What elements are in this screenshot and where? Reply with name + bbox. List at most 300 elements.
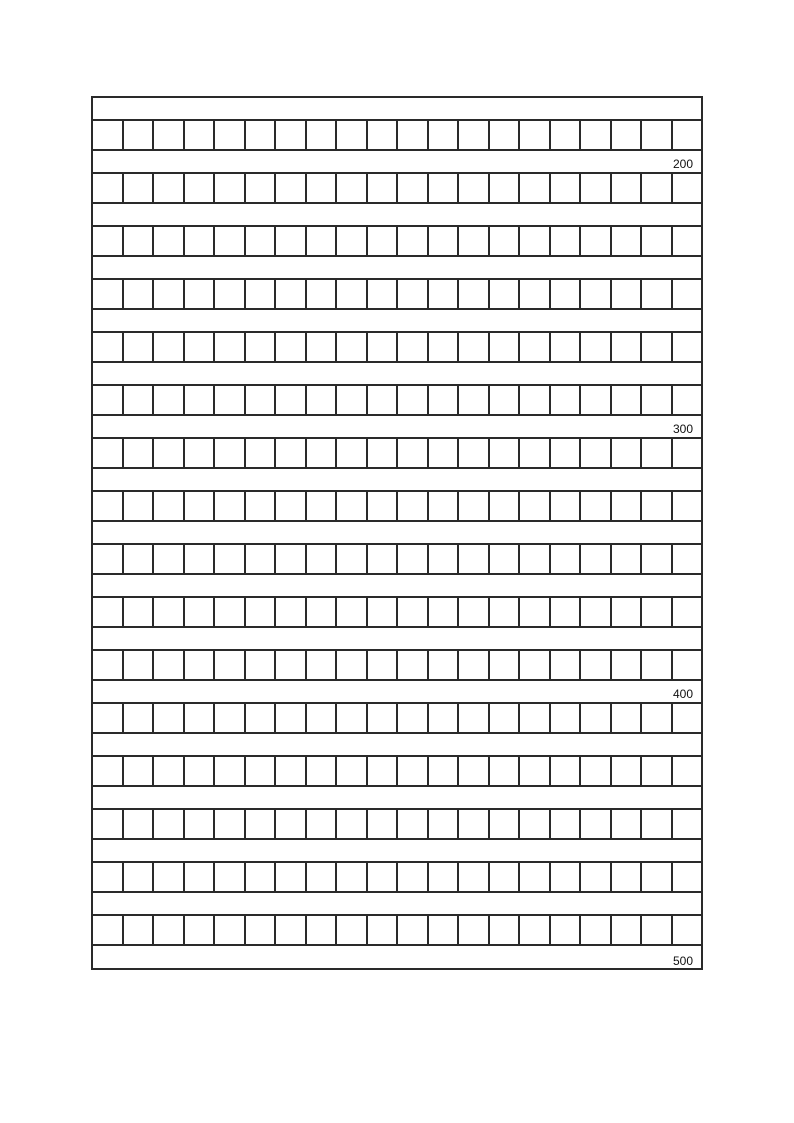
writing-cell[interactable] <box>307 227 338 255</box>
writing-cell[interactable] <box>429 333 460 361</box>
writing-cell[interactable] <box>398 810 429 838</box>
writing-cell[interactable] <box>307 333 338 361</box>
writing-cell[interactable] <box>490 121 521 149</box>
writing-cell[interactable] <box>337 863 368 891</box>
writing-cell[interactable] <box>215 651 246 679</box>
writing-cell[interactable] <box>154 704 185 732</box>
writing-cell[interactable] <box>215 863 246 891</box>
writing-cell[interactable] <box>276 280 307 308</box>
writing-cell[interactable] <box>93 545 124 573</box>
writing-cell[interactable] <box>124 810 155 838</box>
writing-cell[interactable] <box>307 863 338 891</box>
writing-cell[interactable] <box>93 333 124 361</box>
writing-cell[interactable] <box>398 227 429 255</box>
writing-cell[interactable] <box>490 333 521 361</box>
writing-cell[interactable] <box>490 386 521 414</box>
writing-cell[interactable] <box>93 121 124 149</box>
writing-cell[interactable] <box>215 810 246 838</box>
writing-cell[interactable] <box>337 439 368 467</box>
writing-cell[interactable] <box>93 863 124 891</box>
writing-cell[interactable] <box>612 704 643 732</box>
writing-cell[interactable] <box>520 863 551 891</box>
writing-cell[interactable] <box>215 333 246 361</box>
writing-cell[interactable] <box>124 545 155 573</box>
writing-cell[interactable] <box>276 810 307 838</box>
writing-cell[interactable] <box>581 439 612 467</box>
writing-cell[interactable] <box>459 121 490 149</box>
writing-cell[interactable] <box>124 386 155 414</box>
writing-cell[interactable] <box>276 386 307 414</box>
writing-cell[interactable] <box>368 121 399 149</box>
writing-cell[interactable] <box>337 227 368 255</box>
writing-cell[interactable] <box>337 545 368 573</box>
writing-cell[interactable] <box>185 174 216 202</box>
writing-cell[interactable] <box>551 598 582 626</box>
writing-cell[interactable] <box>673 492 702 520</box>
writing-cell[interactable] <box>673 545 702 573</box>
writing-cell[interactable] <box>551 492 582 520</box>
writing-cell[interactable] <box>307 916 338 944</box>
writing-cell[interactable] <box>337 121 368 149</box>
writing-cell[interactable] <box>581 704 612 732</box>
writing-cell[interactable] <box>551 757 582 785</box>
writing-cell[interactable] <box>490 598 521 626</box>
writing-cell[interactable] <box>276 545 307 573</box>
writing-cell[interactable] <box>429 916 460 944</box>
writing-cell[interactable] <box>398 492 429 520</box>
writing-cell[interactable] <box>520 598 551 626</box>
writing-cell[interactable] <box>307 704 338 732</box>
writing-cell[interactable] <box>551 439 582 467</box>
writing-cell[interactable] <box>429 810 460 838</box>
writing-cell[interactable] <box>551 227 582 255</box>
writing-cell[interactable] <box>490 810 521 838</box>
writing-cell[interactable] <box>581 333 612 361</box>
writing-cell[interactable] <box>276 174 307 202</box>
writing-cell[interactable] <box>124 863 155 891</box>
writing-cell[interactable] <box>154 280 185 308</box>
writing-cell[interactable] <box>429 227 460 255</box>
writing-cell[interactable] <box>612 386 643 414</box>
writing-cell[interactable] <box>642 492 673 520</box>
writing-cell[interactable] <box>520 121 551 149</box>
writing-cell[interactable] <box>673 598 702 626</box>
writing-cell[interactable] <box>215 121 246 149</box>
writing-cell[interactable] <box>368 598 399 626</box>
writing-cell[interactable] <box>520 704 551 732</box>
writing-cell[interactable] <box>276 704 307 732</box>
writing-cell[interactable] <box>429 545 460 573</box>
writing-cell[interactable] <box>154 121 185 149</box>
writing-cell[interactable] <box>398 174 429 202</box>
writing-cell[interactable] <box>520 227 551 255</box>
writing-cell[interactable] <box>93 757 124 785</box>
writing-cell[interactable] <box>612 333 643 361</box>
writing-cell[interactable] <box>276 651 307 679</box>
writing-cell[interactable] <box>215 545 246 573</box>
writing-cell[interactable] <box>612 174 643 202</box>
writing-cell[interactable] <box>429 174 460 202</box>
writing-cell[interactable] <box>490 439 521 467</box>
writing-cell[interactable] <box>368 439 399 467</box>
writing-cell[interactable] <box>124 916 155 944</box>
writing-cell[interactable] <box>124 121 155 149</box>
writing-cell[interactable] <box>581 492 612 520</box>
writing-cell[interactable] <box>276 492 307 520</box>
writing-cell[interactable] <box>490 280 521 308</box>
writing-cell[interactable] <box>185 333 216 361</box>
writing-cell[interactable] <box>154 863 185 891</box>
writing-cell[interactable] <box>276 863 307 891</box>
writing-cell[interactable] <box>429 121 460 149</box>
writing-cell[interactable] <box>520 439 551 467</box>
writing-cell[interactable] <box>581 598 612 626</box>
writing-cell[interactable] <box>581 863 612 891</box>
writing-cell[interactable] <box>124 227 155 255</box>
writing-cell[interactable] <box>185 545 216 573</box>
writing-cell[interactable] <box>581 545 612 573</box>
writing-cell[interactable] <box>429 280 460 308</box>
writing-cell[interactable] <box>154 492 185 520</box>
writing-cell[interactable] <box>154 386 185 414</box>
writing-cell[interactable] <box>459 651 490 679</box>
writing-cell[interactable] <box>459 280 490 308</box>
writing-cell[interactable] <box>642 439 673 467</box>
writing-cell[interactable] <box>246 704 277 732</box>
writing-cell[interactable] <box>520 492 551 520</box>
writing-cell[interactable] <box>459 492 490 520</box>
writing-cell[interactable] <box>612 545 643 573</box>
writing-cell[interactable] <box>368 386 399 414</box>
writing-cell[interactable] <box>124 704 155 732</box>
writing-cell[interactable] <box>246 863 277 891</box>
writing-cell[interactable] <box>337 651 368 679</box>
writing-cell[interactable] <box>215 174 246 202</box>
writing-cell[interactable] <box>459 333 490 361</box>
writing-cell[interactable] <box>246 916 277 944</box>
writing-cell[interactable] <box>124 598 155 626</box>
writing-cell[interactable] <box>551 333 582 361</box>
writing-cell[interactable] <box>520 651 551 679</box>
writing-cell[interactable] <box>642 916 673 944</box>
writing-cell[interactable] <box>246 439 277 467</box>
writing-cell[interactable] <box>642 333 673 361</box>
writing-cell[interactable] <box>93 916 124 944</box>
writing-cell[interactable] <box>459 439 490 467</box>
writing-cell[interactable] <box>93 227 124 255</box>
writing-cell[interactable] <box>307 651 338 679</box>
writing-cell[interactable] <box>551 174 582 202</box>
writing-cell[interactable] <box>612 916 643 944</box>
writing-cell[interactable] <box>612 280 643 308</box>
writing-cell[interactable] <box>337 492 368 520</box>
writing-cell[interactable] <box>307 810 338 838</box>
writing-cell[interactable] <box>93 810 124 838</box>
writing-cell[interactable] <box>581 757 612 785</box>
writing-cell[interactable] <box>398 439 429 467</box>
writing-cell[interactable] <box>642 227 673 255</box>
writing-cell[interactable] <box>520 174 551 202</box>
writing-cell[interactable] <box>490 757 521 785</box>
writing-cell[interactable] <box>246 333 277 361</box>
writing-cell[interactable] <box>185 651 216 679</box>
writing-cell[interactable] <box>459 916 490 944</box>
writing-cell[interactable] <box>551 916 582 944</box>
writing-cell[interactable] <box>642 545 673 573</box>
writing-cell[interactable] <box>642 121 673 149</box>
writing-cell[interactable] <box>337 916 368 944</box>
writing-cell[interactable] <box>520 757 551 785</box>
writing-cell[interactable] <box>581 916 612 944</box>
writing-cell[interactable] <box>642 810 673 838</box>
writing-cell[interactable] <box>337 704 368 732</box>
writing-cell[interactable] <box>337 757 368 785</box>
writing-cell[interactable] <box>154 227 185 255</box>
writing-cell[interactable] <box>551 810 582 838</box>
writing-cell[interactable] <box>673 439 702 467</box>
writing-cell[interactable] <box>246 598 277 626</box>
writing-cell[interactable] <box>673 810 702 838</box>
writing-cell[interactable] <box>215 916 246 944</box>
writing-cell[interactable] <box>185 704 216 732</box>
writing-cell[interactable] <box>581 386 612 414</box>
writing-cell[interactable] <box>154 174 185 202</box>
writing-cell[interactable] <box>673 757 702 785</box>
writing-cell[interactable] <box>429 492 460 520</box>
writing-cell[interactable] <box>93 704 124 732</box>
writing-cell[interactable] <box>154 439 185 467</box>
writing-cell[interactable] <box>490 174 521 202</box>
writing-cell[interactable] <box>185 863 216 891</box>
writing-cell[interactable] <box>520 333 551 361</box>
writing-cell[interactable] <box>246 386 277 414</box>
writing-cell[interactable] <box>246 121 277 149</box>
writing-cell[interactable] <box>673 916 702 944</box>
writing-cell[interactable] <box>581 651 612 679</box>
writing-cell[interactable] <box>459 598 490 626</box>
writing-cell[interactable] <box>307 174 338 202</box>
writing-cell[interactable] <box>398 916 429 944</box>
writing-cell[interactable] <box>246 174 277 202</box>
writing-cell[interactable] <box>246 545 277 573</box>
writing-cell[interactable] <box>581 280 612 308</box>
writing-cell[interactable] <box>398 386 429 414</box>
writing-cell[interactable] <box>459 227 490 255</box>
writing-cell[interactable] <box>429 439 460 467</box>
writing-cell[interactable] <box>337 333 368 361</box>
writing-cell[interactable] <box>642 704 673 732</box>
writing-cell[interactable] <box>398 704 429 732</box>
writing-cell[interactable] <box>673 227 702 255</box>
writing-cell[interactable] <box>368 863 399 891</box>
writing-cell[interactable] <box>398 121 429 149</box>
writing-cell[interactable] <box>215 757 246 785</box>
writing-cell[interactable] <box>673 386 702 414</box>
writing-cell[interactable] <box>673 280 702 308</box>
writing-cell[interactable] <box>459 174 490 202</box>
writing-cell[interactable] <box>185 916 216 944</box>
writing-cell[interactable] <box>581 121 612 149</box>
writing-cell[interactable] <box>398 545 429 573</box>
writing-cell[interactable] <box>551 704 582 732</box>
writing-cell[interactable] <box>246 227 277 255</box>
writing-cell[interactable] <box>154 333 185 361</box>
writing-cell[interactable] <box>185 280 216 308</box>
writing-cell[interactable] <box>368 227 399 255</box>
writing-cell[interactable] <box>520 280 551 308</box>
writing-cell[interactable] <box>337 386 368 414</box>
writing-cell[interactable] <box>154 651 185 679</box>
writing-cell[interactable] <box>520 545 551 573</box>
writing-cell[interactable] <box>612 863 643 891</box>
writing-cell[interactable] <box>307 386 338 414</box>
writing-cell[interactable] <box>185 757 216 785</box>
writing-cell[interactable] <box>246 280 277 308</box>
writing-cell[interactable] <box>154 545 185 573</box>
writing-cell[interactable] <box>215 439 246 467</box>
writing-cell[interactable] <box>673 863 702 891</box>
writing-cell[interactable] <box>520 810 551 838</box>
writing-cell[interactable] <box>520 386 551 414</box>
writing-cell[interactable] <box>368 810 399 838</box>
writing-cell[interactable] <box>459 810 490 838</box>
writing-cell[interactable] <box>215 280 246 308</box>
writing-cell[interactable] <box>429 757 460 785</box>
writing-cell[interactable] <box>459 386 490 414</box>
writing-cell[interactable] <box>612 227 643 255</box>
writing-cell[interactable] <box>368 916 399 944</box>
writing-cell[interactable] <box>124 333 155 361</box>
writing-cell[interactable] <box>551 863 582 891</box>
writing-cell[interactable] <box>124 492 155 520</box>
writing-cell[interactable] <box>673 121 702 149</box>
writing-cell[interactable] <box>612 121 643 149</box>
writing-cell[interactable] <box>368 492 399 520</box>
writing-cell[interactable] <box>154 916 185 944</box>
writing-cell[interactable] <box>185 492 216 520</box>
writing-cell[interactable] <box>368 174 399 202</box>
writing-cell[interactable] <box>642 280 673 308</box>
writing-cell[interactable] <box>368 757 399 785</box>
writing-cell[interactable] <box>337 598 368 626</box>
writing-cell[interactable] <box>276 333 307 361</box>
writing-cell[interactable] <box>490 227 521 255</box>
writing-cell[interactable] <box>185 386 216 414</box>
writing-cell[interactable] <box>612 810 643 838</box>
writing-cell[interactable] <box>337 174 368 202</box>
writing-cell[interactable] <box>398 651 429 679</box>
writing-cell[interactable] <box>154 810 185 838</box>
writing-cell[interactable] <box>490 916 521 944</box>
writing-cell[interactable] <box>185 121 216 149</box>
writing-cell[interactable] <box>124 174 155 202</box>
writing-cell[interactable] <box>459 863 490 891</box>
writing-cell[interactable] <box>520 916 551 944</box>
writing-cell[interactable] <box>490 545 521 573</box>
writing-cell[interactable] <box>429 863 460 891</box>
writing-cell[interactable] <box>124 439 155 467</box>
writing-cell[interactable] <box>398 333 429 361</box>
writing-cell[interactable] <box>551 545 582 573</box>
writing-cell[interactable] <box>612 492 643 520</box>
writing-cell[interactable] <box>93 492 124 520</box>
writing-cell[interactable] <box>581 227 612 255</box>
writing-cell[interactable] <box>398 598 429 626</box>
writing-cell[interactable] <box>673 704 702 732</box>
writing-cell[interactable] <box>642 651 673 679</box>
writing-cell[interactable] <box>307 545 338 573</box>
writing-cell[interactable] <box>429 598 460 626</box>
writing-cell[interactable] <box>459 704 490 732</box>
writing-cell[interactable] <box>93 280 124 308</box>
writing-cell[interactable] <box>429 386 460 414</box>
writing-cell[interactable] <box>581 810 612 838</box>
writing-cell[interactable] <box>551 121 582 149</box>
writing-cell[interactable] <box>215 386 246 414</box>
writing-cell[interactable] <box>276 916 307 944</box>
writing-cell[interactable] <box>551 651 582 679</box>
writing-cell[interactable] <box>185 598 216 626</box>
writing-cell[interactable] <box>185 810 216 838</box>
writing-cell[interactable] <box>154 598 185 626</box>
writing-cell[interactable] <box>368 280 399 308</box>
writing-cell[interactable] <box>490 704 521 732</box>
writing-cell[interactable] <box>459 545 490 573</box>
writing-cell[interactable] <box>276 439 307 467</box>
writing-cell[interactable] <box>429 704 460 732</box>
writing-cell[interactable] <box>612 757 643 785</box>
writing-cell[interactable] <box>93 386 124 414</box>
writing-cell[interactable] <box>215 492 246 520</box>
writing-cell[interactable] <box>246 810 277 838</box>
writing-cell[interactable] <box>490 492 521 520</box>
writing-cell[interactable] <box>307 280 338 308</box>
writing-cell[interactable] <box>246 757 277 785</box>
writing-cell[interactable] <box>276 227 307 255</box>
writing-cell[interactable] <box>459 757 490 785</box>
writing-cell[interactable] <box>93 598 124 626</box>
writing-cell[interactable] <box>124 280 155 308</box>
writing-cell[interactable] <box>276 598 307 626</box>
writing-cell[interactable] <box>93 439 124 467</box>
writing-cell[interactable] <box>490 863 521 891</box>
writing-cell[interactable] <box>185 439 216 467</box>
writing-cell[interactable] <box>398 757 429 785</box>
writing-cell[interactable] <box>642 757 673 785</box>
writing-cell[interactable] <box>307 492 338 520</box>
writing-cell[interactable] <box>154 757 185 785</box>
writing-cell[interactable] <box>551 386 582 414</box>
writing-cell[interactable] <box>581 174 612 202</box>
writing-cell[interactable] <box>368 545 399 573</box>
writing-cell[interactable] <box>124 651 155 679</box>
writing-cell[interactable] <box>673 651 702 679</box>
writing-cell[interactable] <box>215 598 246 626</box>
writing-cell[interactable] <box>93 651 124 679</box>
writing-cell[interactable] <box>612 651 643 679</box>
writing-cell[interactable] <box>307 598 338 626</box>
writing-cell[interactable] <box>337 280 368 308</box>
writing-cell[interactable] <box>276 757 307 785</box>
writing-cell[interactable] <box>398 863 429 891</box>
writing-cell[interactable] <box>93 174 124 202</box>
writing-cell[interactable] <box>398 280 429 308</box>
writing-cell[interactable] <box>215 227 246 255</box>
writing-cell[interactable] <box>307 121 338 149</box>
writing-cell[interactable] <box>673 174 702 202</box>
writing-cell[interactable] <box>551 280 582 308</box>
writing-cell[interactable] <box>612 598 643 626</box>
